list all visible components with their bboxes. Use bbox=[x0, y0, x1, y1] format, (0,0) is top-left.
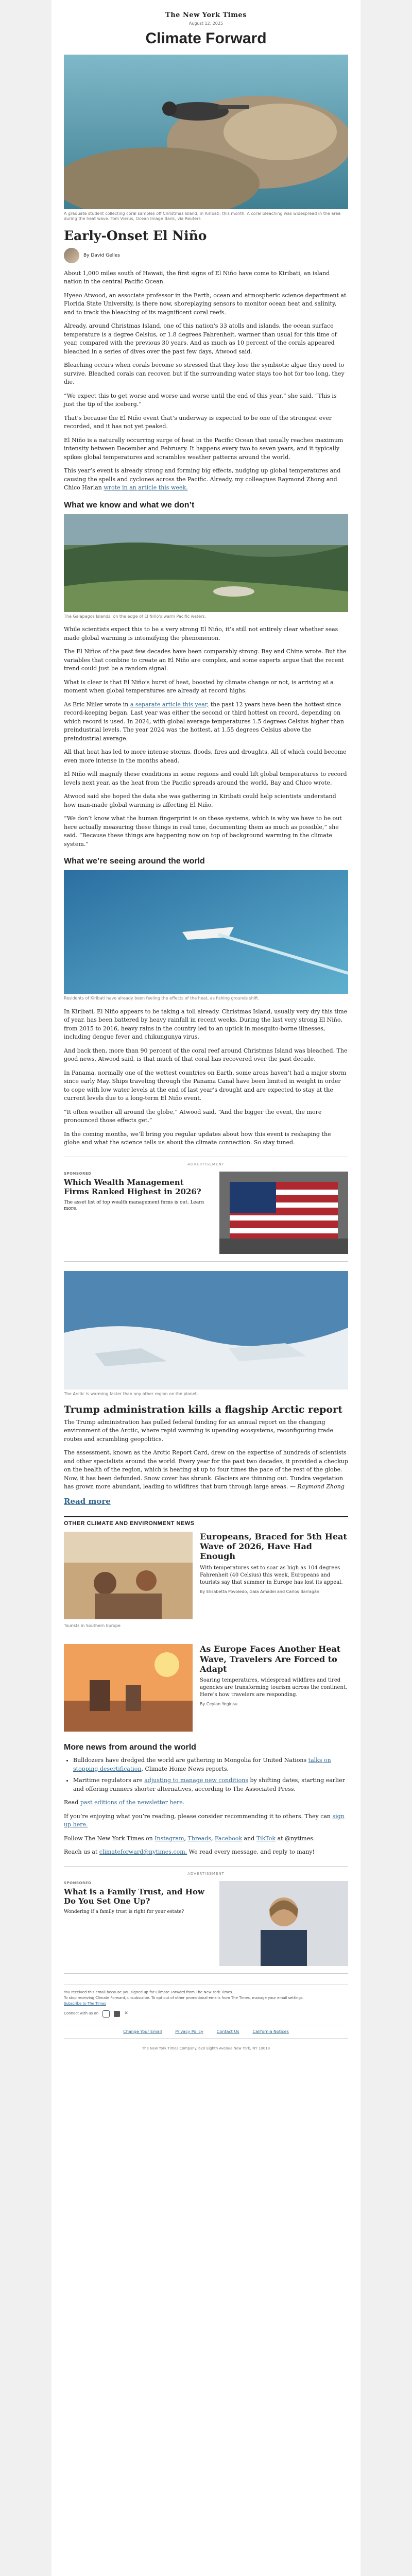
story-image[interactable] bbox=[64, 1532, 193, 1635]
section-heading: What we’re seeing around the world bbox=[64, 857, 205, 866]
reach-us-text bbox=[64, 1848, 348, 1857]
arctic-headline[interactable]: Trump administration kills a flagship Arctic report bbox=[64, 1403, 342, 1415]
kiribati-image bbox=[64, 870, 348, 994]
story-image[interactable] bbox=[64, 1644, 193, 1734]
ocean-boat-photo bbox=[64, 870, 348, 994]
ad-content[interactable] bbox=[64, 1172, 348, 1254]
social-label: Connect with us on bbox=[64, 2011, 99, 2015]
paragraph: El Niño is a naturally occurring surge of heat in the Pacific Ocean that usually reaches maximum intensity between December and February. It happens every two to seven years, and it typically spikes global temperatures and scrambles weather patterns around the world. bbox=[64, 436, 344, 461]
other-news-heading: OTHER CLIMATE AND ENVIRONMENT NEWS bbox=[64, 1516, 348, 1527]
galapagos-image bbox=[64, 514, 348, 612]
arctic-photo bbox=[64, 1271, 348, 1389]
follow-text-tail: at @nytimes. bbox=[277, 1835, 315, 1842]
coral-diver-photo bbox=[64, 55, 348, 209]
image-caption: Residents of Kiribati have already been feeling the effects of the heat, as fishing grounds shift. bbox=[64, 996, 260, 1001]
ad-image[interactable] bbox=[219, 1881, 348, 1966]
arctic-byline: — Raymond Zhong bbox=[289, 1483, 345, 1490]
paragraph: And back then, more than 90 percent of the coral reef around Christmas Island was bleached. The good news, Atwood said, is that much of that coral has recovered over the past decade. bbox=[64, 1047, 348, 1063]
change-email-link[interactable]: Change Your Email bbox=[123, 2029, 162, 2034]
paragraph: About 1,000 miles south of Hawaii, the first signs of El Niño have come to Kiribati, an island nation in the central Pacific Ocean. bbox=[64, 269, 330, 285]
masthead-logo[interactable]: The New York Times bbox=[165, 11, 247, 19]
facebook-icon[interactable] bbox=[114, 2011, 120, 2017]
paragraph: The Trump administration has pulled federal funding for an annual report on the changing environment of the Arctic, where rapid warming is upending ecosystems, reconfiguring trade routes and scrambling geopolitics. bbox=[64, 1418, 334, 1443]
x-icon[interactable]: ✕ bbox=[124, 2011, 128, 2016]
follow-text: Follow The New York Times on Instagram, Threads, Facebook and TikTok at @nytimes. bbox=[64, 1835, 315, 1842]
story-text bbox=[200, 1644, 348, 1734]
ad-label: ADVERTISEMENT bbox=[187, 1162, 225, 1166]
hero-image bbox=[64, 55, 348, 209]
list-item-text: Bulldozers have dredged the world are gathering in Mongolia for United Nations bbox=[73, 1757, 307, 1764]
flag-building-photo bbox=[219, 1172, 348, 1254]
hero-caption bbox=[64, 211, 348, 222]
ad-text bbox=[64, 1881, 211, 1916]
paragraph: “We don’t know what the human fingerprint is on these systems, which is why we have to be out here actually measuring these things in real time, documenting them as much as possible,” she said. “Because these things are happening now on top of background warming in the climate system.” bbox=[64, 815, 342, 848]
article-link[interactable]: a separate article this year, bbox=[130, 701, 209, 708]
footer bbox=[64, 1984, 348, 2018]
section-heading: What we know and what we don’t bbox=[64, 500, 195, 510]
paragraph: In Kiribati, El Niño appears to be taking a toll already. Christmas Island, usually very dry this time of year, has been battered by heavy rainfall in recent weeks. During the last very strong El Niño, from 2015 to 2016, heavy rains in the country led to an uptick in mosquito-borne illnesses, including dengue fever and chikungunya virus. bbox=[64, 1008, 348, 1041]
article-title[interactable]: Early-Onset El Niño bbox=[64, 228, 207, 243]
paragraph: In the coming months, we’ll bring you regular updates about how this event is reshaping the globe and what the science tells us about the climate connection. So stay tuned. bbox=[64, 1130, 331, 1146]
list-item-text: Maritime regulators are bbox=[73, 1777, 143, 1784]
list-item-text: by shifting dates, starting earlier and offering runners shorter alternatives, according to The Associated Press. bbox=[73, 1777, 345, 1792]
ad-headline[interactable]: What is a Family Trust, and How Do You Set One Up? bbox=[64, 1887, 204, 1906]
paragraph: Bleaching occurs when corals become so stressed that they lose the symbiotic algae they need to survive. Bleached corals can recover, but if the surrounding water stays too hot for too long, they die. bbox=[64, 362, 345, 386]
story-text bbox=[200, 1532, 348, 1635]
paragraph-text: This year’s event is already strong and forming big effects, nudging up global temperatures and causing the spells and cyclones across the Pacific. Already, my colleagues Raymond Zhong and Chico Harlan bbox=[64, 467, 341, 492]
paragraph bbox=[64, 1449, 348, 1492]
arctic-image bbox=[64, 1271, 348, 1389]
ad-text bbox=[64, 1172, 211, 1212]
ad-sponsor: SPONSORED bbox=[64, 1880, 92, 1885]
paragraph: While scientists expect this to be a very strong El Niño, it’s still not entirely clear whether seas made global warming is intensifying the phenomenon. bbox=[64, 626, 338, 641]
story-summary: Soaring temperatures, widespread wildfires and tired agencies are transforming tourism across the continent. Here’s how travelers are responding. bbox=[200, 1677, 348, 1698]
europe-tourists-photo bbox=[64, 1532, 193, 1619]
footer-address: The New York Times Company. 620 Eighth Avenue New York, NY 10018 bbox=[142, 2046, 270, 2050]
ad-headline[interactable]: Which Wealth Management Firms Ranked Highest in 2026? bbox=[64, 1177, 201, 1196]
email-link[interactable]: climateforward@nytimes.com. bbox=[99, 1849, 187, 1856]
paragraph bbox=[64, 467, 348, 493]
footer-line: You received this email because you signed up for Climate Forward from The New York Times. bbox=[64, 1990, 233, 1994]
tiktok-link[interactable]: TikTok bbox=[256, 1835, 276, 1842]
footer-links bbox=[64, 2025, 348, 2039]
paragraph: In Panama, normally one of the wettest countries on Earth, some areas haven’t had a major storm since early May. Ships traveling through the Panama Canal have been limited in weight in order to cope with low water levels at the end of last year’s drought and are expected to stay at the current levels due to a long-term El Niño event. bbox=[64, 1069, 347, 1102]
threads-link[interactable]: Threads bbox=[187, 1835, 211, 1842]
social-row bbox=[64, 2010, 348, 2017]
story-image-caption: Tourists in Southern Europe bbox=[64, 1623, 121, 1628]
past-editions-text: Read bbox=[64, 1799, 79, 1806]
hero-caption-text: A graduate student collecting coral samples off Christmas Island, in Kiribati, this month. A coral bleaching was widespread in the area during the heat wave. bbox=[64, 211, 341, 222]
list-item bbox=[73, 1756, 348, 1773]
footer-line[interactable]: To stop receiving Climate Forward, unsubscribe. To opt out of other promotional emails from The Times, manage your email settings. bbox=[64, 1996, 304, 2001]
newsletter-header bbox=[64, 11, 348, 47]
paragraph: All that heat has led to more intense storms, floods, fires and droughts. All of which could become even more intense in the months ahead. bbox=[64, 749, 347, 764]
past-editions bbox=[64, 1799, 348, 1807]
paragraph-text: The assessment, known as the Arctic Report Card, drew on the expertise of hundreds of scientists and other specialists around the world. Every year for the past two decades, it provided a checkup on the health of the region, which is heating at up to four times the pace of the rest of the globe. Now, it has been defunded. Snow cover has shrunk. Glaciers are thinning out. Tundra vegetation has grown more abundant, leading to wildfires that burn through large areas. bbox=[64, 1449, 348, 1490]
image-caption: The Arctic is warming faster than any other region on the planet. bbox=[64, 1391, 198, 1396]
byline bbox=[64, 248, 348, 263]
signup-link[interactable]: sign up here. bbox=[64, 1812, 345, 1828]
news-story[interactable] bbox=[64, 1532, 348, 1635]
more-news-list bbox=[64, 1756, 348, 1793]
advisor-photo bbox=[219, 1881, 348, 1966]
more-news-heading: More news from around the world bbox=[64, 1743, 196, 1752]
past-editions-link[interactable]: past editions of the newsletter here. bbox=[80, 1799, 185, 1806]
island-photo bbox=[64, 514, 348, 612]
hero-credit: Tom Vierus, Ocean Image Bank, via Reuters bbox=[110, 216, 201, 222]
follow-text-body: Follow The New York Times on bbox=[64, 1835, 153, 1842]
contact-us-link[interactable]: Contact Us bbox=[216, 2029, 239, 2034]
paragraph: Hyeeo Atwood, an associate professor in the Earth, ocean and atmospheric science department at Florida State University, is there now, shoreplaying sensors to monitor ocean heat and salinity, and to track the bleaching of its magnificent coral reefs. bbox=[64, 292, 347, 316]
story-byline: By Elisabetta Povoledo, Gaia Amadei and Carlos Barragán bbox=[200, 1589, 320, 1594]
privacy-policy-link[interactable]: Privacy Policy bbox=[175, 2029, 203, 2034]
news-story[interactable] bbox=[64, 1644, 348, 1734]
ad-content[interactable] bbox=[64, 1881, 348, 1966]
ad-blurb: Wondering if a family trust is right for your estate? bbox=[64, 1909, 184, 1914]
paragraph: That’s because the El Niño event that’s underway is expected to be one of the strongest ever recorded, and it has not yet peaked. bbox=[64, 414, 332, 430]
california-notices-link[interactable]: California Notices bbox=[252, 2029, 289, 2034]
list-item bbox=[73, 1776, 348, 1793]
story-summary: With temperatures set to soar as high as 104 degrees Fahrenheit (40 Celsius) this week, Europeans and tourists say that summer in Europe has lost its appeal. bbox=[200, 1565, 343, 1585]
paragraph: What is clear is that El Niño’s burst of heat, boosted by climate change or not, is arriving at a moment when global temperatures are already at record highs. bbox=[64, 679, 334, 694]
paragraph-text: the past 12 years have been the hottest since record-keeping began. Last year was either the second or third hottest on record, depending on which record is used. In 2024, with global average temperatures 1.5 degrees Celsius higher than preindustrial levels. The year 2024 was the hottest, at 1.55 degrees Celsius above the preindustrial average. bbox=[64, 701, 344, 742]
story-headline[interactable]: Europeans, Braced for 5th Heat Wave of 2026, Have Had Enough bbox=[200, 1531, 347, 1562]
ad-blurb: The asset list of top wealth management firms is out. Learn more. bbox=[64, 1199, 204, 1212]
list-item-link[interactable]: adjusting to manage new conditions bbox=[144, 1777, 248, 1784]
instagram-icon[interactable] bbox=[102, 2010, 110, 2018]
ad-image[interactable] bbox=[219, 1172, 348, 1254]
article-link[interactable]: wrote in an article this week. bbox=[104, 484, 188, 492]
paragraph: “We expect this to get worse and worse and worse until the end of this year,” she said. “This is just the tip of the iceberg.” bbox=[64, 392, 337, 408]
paragraph bbox=[64, 701, 348, 743]
list-item-link[interactable]: talks on stopping desertification bbox=[73, 1757, 331, 1772]
recommend-text-body: If you’re enjoying what you’re reading, please consider recommending it to others. They can bbox=[64, 1812, 331, 1820]
paragraph: Atwood said she hoped the data she was gathering in Kiribati could help scientists understand how man-made global warming is affecting El Niño. bbox=[64, 793, 336, 808]
paragraph: El Niño will magnify these conditions in some regions and could lift global temperatures to record levels next year, as the heat from the Pacific spreads around the world, Bay and Chico wrote. bbox=[64, 771, 347, 786]
recommend-text bbox=[64, 1812, 348, 1829]
author-name[interactable]: By David Gelles bbox=[83, 252, 120, 258]
read-more-link[interactable]: Read more bbox=[64, 1496, 111, 1506]
author-avatar bbox=[64, 248, 79, 263]
ad-sponsor: SPONSORED bbox=[64, 1171, 92, 1176]
paragraph: The El Niños of the past few decades have been comparably strong. Bay and China wrote. But the variables that combine to create an El Niño are complex, and some experts argue that the recent trend could just be a random signal. bbox=[64, 648, 347, 672]
facebook-link[interactable]: Facebook bbox=[214, 1835, 243, 1842]
story-byline: By Ceylan Yeginsu bbox=[200, 1701, 238, 1706]
instagram-link[interactable]: Instagram bbox=[154, 1835, 184, 1842]
subscribe-link[interactable]: Subscribe to The Times bbox=[64, 2002, 106, 2006]
reach-us-body: Reach us at bbox=[64, 1849, 98, 1856]
paragraph-text: As Eric Niiler wrote in bbox=[64, 701, 129, 708]
list-item-text: . Climate Home News reports. bbox=[141, 1765, 229, 1772]
newsletter-title[interactable]: Climate Forward bbox=[145, 30, 267, 47]
ad-label: ADVERTISEMENT bbox=[187, 1871, 225, 1876]
reach-us-tail: We read every message, and reply to many! bbox=[188, 1849, 315, 1856]
advertisement bbox=[64, 1157, 348, 1262]
advertisement bbox=[64, 1866, 348, 1974]
story-headline[interactable]: As Europe Faces Another Heat Wave, Travelers Are Forced to Adapt bbox=[200, 1644, 341, 1674]
issue-date: August 12, 2025 bbox=[188, 21, 224, 26]
paragraph: “It often weather all around the globe,” Atwood said. “And the bigger the event, the more pronounced those effects get.” bbox=[64, 1108, 322, 1124]
heat-wave-photo bbox=[64, 1644, 193, 1732]
paragraph: Already, around Christmas Island, one of this nation's 33 atolls and islands, the ocean surface temperature is a degree Celsius, or 1.8 degrees Fahrenheit, warmer than usual for this time of year, compared with the previous 30 years. And as much as 10 percent of the corals appeared bleached in a series of dives over the past few days, Atwood said. bbox=[64, 323, 337, 355]
image-caption: The Galápagos Islands, on the edge of El Niño’s warm Pacific waters. bbox=[64, 614, 206, 619]
newsletter-page bbox=[52, 0, 360, 2576]
